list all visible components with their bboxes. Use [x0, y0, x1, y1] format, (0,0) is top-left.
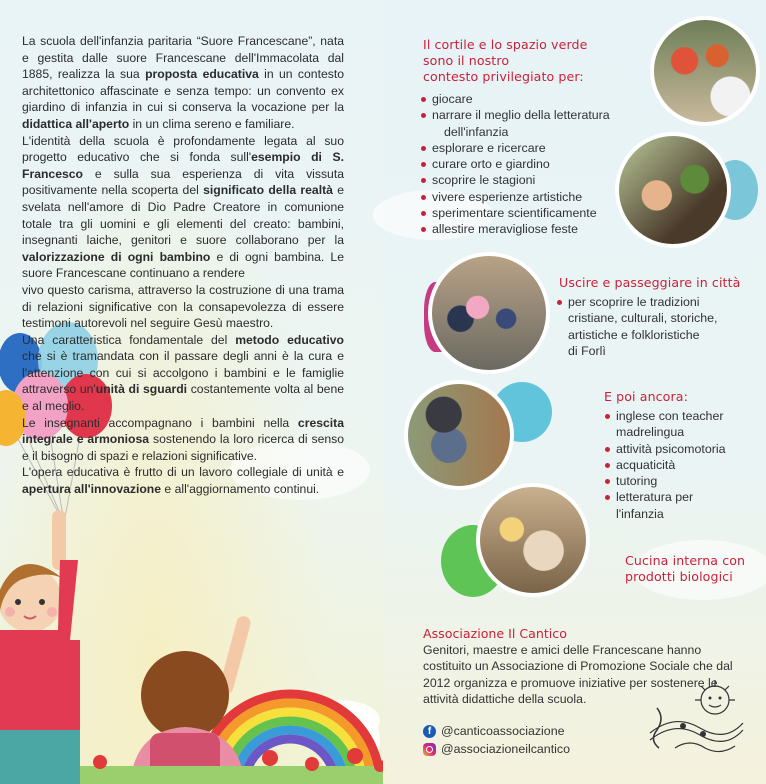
bold-text: apertura all'innovazione [22, 482, 162, 497]
list-item [557, 294, 757, 359]
intro-paragraph [22, 33, 344, 133]
text: sostenendo la loro ricerca di senso e il bisogno di spazi e relazioni significative. [22, 432, 344, 463]
association-text: Genitori, maestre e amici delle Francescane hanno costituito un Associazione di Promozione Sociale che dal 2012 organizza e promuove iniziative per sostenere le attività didattiche della scuola. [423, 643, 733, 706]
list-item: tutoring [605, 473, 755, 489]
text: L'identità della scuola è profondamente legata al suo progetto educativo che si fonda sull' [22, 133, 344, 165]
list-item: vivere esperienze artistiche [421, 189, 641, 205]
text: artistiche e folkloristiche [568, 327, 700, 342]
title-line: sono il nostro [423, 53, 510, 68]
text: La scuola dell'infanzia paritaria “Suore Francescane”, nata e gestita dalle suore Francescane dell'Immacolata dal 1885, realizza la sua [22, 34, 344, 82]
text: e svelata nell'amore di Dio Padre Creatore in comunione totale tra gli uomini e gli elementi del creato: bambini, insegnanti laiche, genitori e suore collaborano per la [22, 183, 345, 248]
instagram-row[interactable] [423, 742, 570, 756]
text: costantemente volta al bene e al meglio. [22, 382, 344, 414]
title-line: contesto privilegiato per: [423, 69, 584, 84]
photo-kitchen [476, 483, 590, 597]
photo-children-painting [650, 16, 760, 126]
bold-text: didattica all'aperto [22, 116, 130, 131]
text: e all'aggiornamento continui. [161, 482, 320, 497]
work-paragraph [22, 464, 344, 497]
text: madrelingua [616, 425, 685, 440]
bold-text: metodo educativo [235, 332, 344, 347]
text: di Forlì [568, 343, 606, 358]
photo-garden [615, 132, 731, 248]
left-body-text [22, 33, 344, 498]
list-item [605, 408, 755, 441]
title-line: prodotti biologici [625, 569, 733, 584]
method-paragraph [22, 332, 344, 415]
instagram-handle[interactable]: @associazioneilcantico [441, 742, 570, 756]
city-walk-title: Uscire e passeggiare in città [559, 275, 741, 290]
bold-text: proposta educativa [145, 67, 259, 82]
facebook-icon: f [423, 725, 436, 738]
bold-text: valorizzazione di ogni bambino [22, 249, 211, 264]
facebook-handle[interactable]: @canticoassociazione [441, 724, 565, 738]
association-title: Associazione Il Cantico [423, 626, 567, 641]
text: Una caratteristica fondamentale del [22, 332, 236, 347]
text: e di ogni bambina. Le suore Francescane continuano a rendere [22, 249, 344, 281]
list-item: acquaticità [605, 457, 755, 473]
photo-city-walk [428, 252, 550, 374]
text: narrare il meglio della letteratura [432, 108, 610, 123]
list-item: esplorare e ricercare [421, 140, 641, 156]
text: per scoprire le tradizioni [568, 295, 700, 309]
text: inglese con teacher [616, 409, 724, 423]
more-title: E poi ancora: [604, 389, 688, 404]
text: e sulla sua esperienza di vita vissuta positivamente nella scoperta del [22, 166, 344, 198]
courtyard-title [423, 37, 587, 85]
text: che si è tramandata con il passare degli anni è la cura e l'attenzione con cui si accolgono i bambini e le famiglie attraverso un' [22, 349, 344, 397]
list-item: allestire meravigliose feste [421, 221, 641, 237]
title-line: Il cortile e lo spazio verde [423, 37, 588, 52]
list-item: curare orto e giardino [421, 156, 641, 172]
city-walk-list [557, 294, 757, 359]
bold-text: significato della realtà [203, 183, 333, 198]
text: Le insegnanti accompagnano i bambini nella [22, 415, 298, 430]
photo-child-tree [404, 380, 514, 490]
list-item [605, 489, 755, 522]
charisma-paragraph: vivo questo carisma, attraverso la costruzione di una trama di relazioni significative con la consapevolezza di essere testimoni autorevoli nel seguire Gesù maestro. [22, 282, 344, 331]
facebook-row[interactable] [423, 724, 564, 738]
more-list [605, 408, 755, 522]
text: l'infanzia [616, 506, 664, 521]
bold-text: esempio di S. Francesco [22, 150, 344, 181]
text: cristiane, culturali, storiche, [568, 311, 718, 326]
list-item: sperimentare scientificamente [421, 205, 641, 221]
flowers-illustration [80, 740, 383, 784]
cantico-logo [645, 678, 745, 758]
text: dell'infanzia [444, 124, 509, 139]
bold-text: crescita integrale e armoniosa [22, 415, 344, 447]
list-item: giocare [421, 91, 641, 107]
kitchen-title [625, 553, 745, 585]
text: L'opera educativa è frutto di un lavoro collegiale di unità e [22, 465, 344, 480]
teachers-paragraph [22, 415, 344, 465]
list-item: attività psicomotoria [605, 441, 755, 457]
text: in un clima sereno e familiare. [129, 116, 295, 131]
list-item [421, 107, 641, 140]
bold-text: unità di sguardi [95, 382, 188, 397]
text: in un contesto architettonico affascinate e senza tempo: un convento ex giardino di infanzia in cui si conserva la vocazione per la [22, 67, 345, 115]
list-item: scoprire le stagioni [421, 172, 641, 188]
text: letteratura per [616, 490, 694, 505]
instagram-icon [423, 743, 436, 756]
child-illustration [0, 500, 90, 784]
title-line: Cucina interna con [625, 553, 746, 568]
identity-paragraph [22, 133, 344, 282]
courtyard-list [421, 91, 641, 238]
